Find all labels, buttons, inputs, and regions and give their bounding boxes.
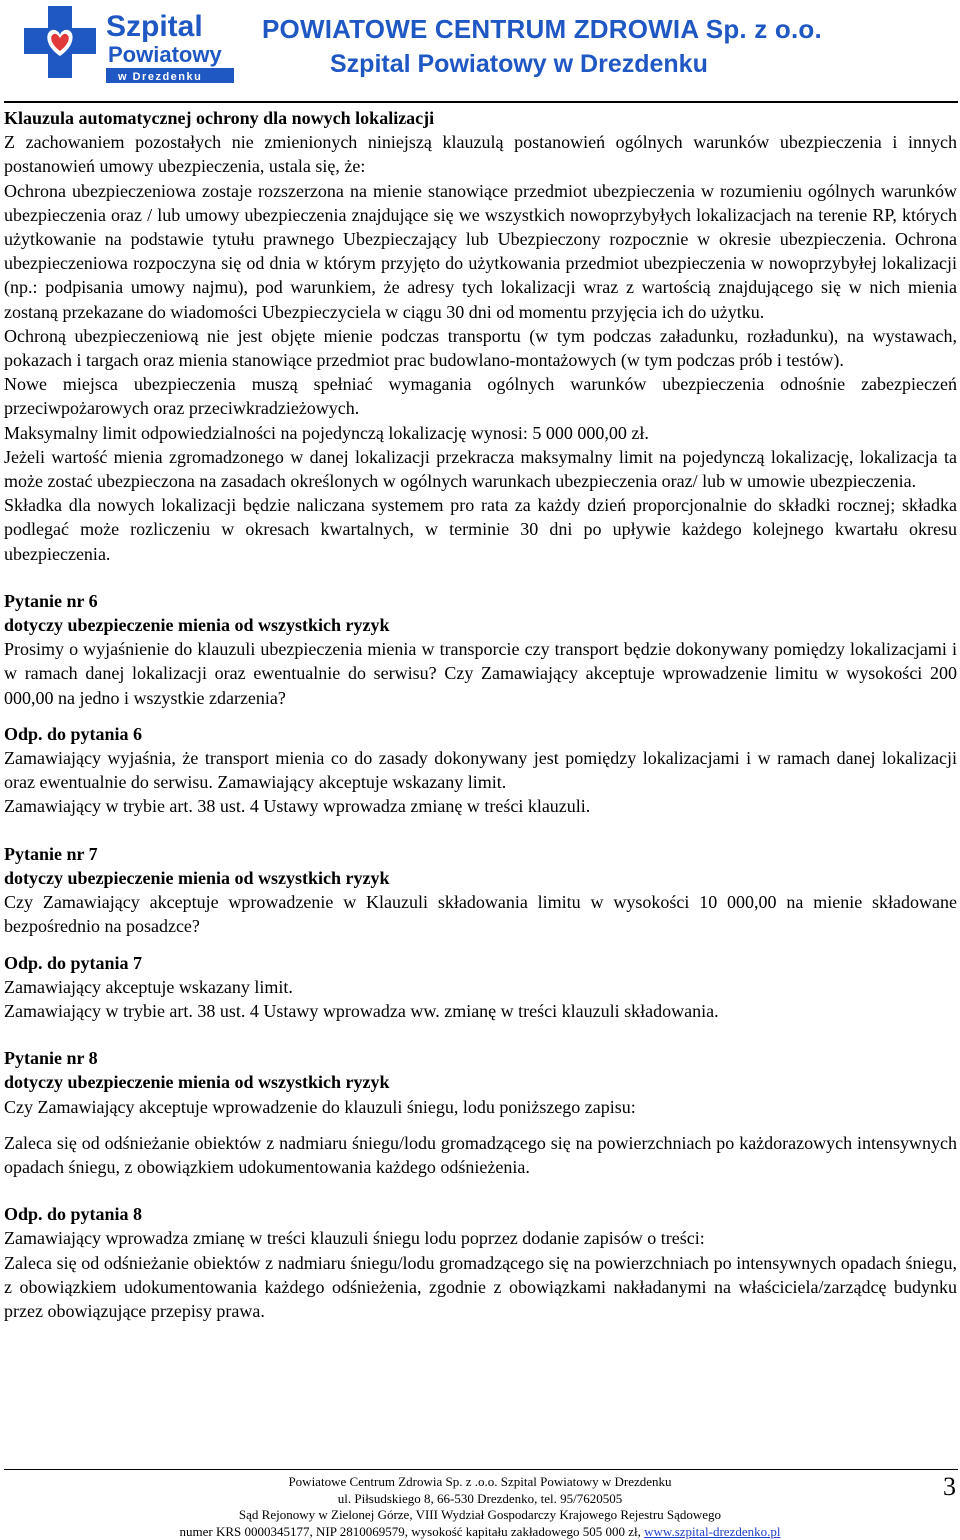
question-text: Prosimy o wyjaśnienie do klauzuli ubezpieczenia mienia w transporcie czy transport będzie dokonywany pomiędzy lokalizacjami i w ramach danej lokalizacji oraz ewentualnie do serwisu? Czy Zamawiający akceptuje wprowadzenie limitu w wysokości 200 000,00 na jedno i wszystkie zdarzenia? <box>4 637 957 710</box>
footer-line: Sąd Rejonowy w Zielonej Górze, VIII Wydział Gospodarczy Krajowego Rejestru Sądowego <box>120 1507 840 1524</box>
page-footer <box>120 1474 840 1540</box>
clause-paragraph: Maksymalny limit odpowiedzialności na pojedynczą lokalizację wynosi: 5 000 000,00 zł. <box>4 421 957 445</box>
footer-registry-text: numer KRS 0000345177, NIP 2810069579, wysokość kapitału zakładowego 505 000 zł, <box>180 1524 645 1539</box>
question-title: Pytanie nr 8 <box>4 1046 957 1070</box>
answer-text: Zamawiający wyjaśnia, że transport mienia co do zasady dokonywany jest pomiędzy lokalizacjami i w ramach danej lokalizacji oraz ewentualnie do serwisu. Zamawiający akceptuje wskazany limit. <box>4 746 957 794</box>
answer-text: Zamawiający w trybie art. 38 ust. 4 Ustawy wprowadza zmianę w treści klauzuli. <box>4 794 957 818</box>
clause-paragraph: Składka dla nowych lokalizacji będzie naliczana systemem pro rata za każdy dzień proporcjonalnie do składki rocznej; składka podlegać może rozliczeniu w okresach kwartalnych, w terminie 30 dni po upływie każdego kolejnego kwartału okresu ubezpieczenia. <box>4 493 957 566</box>
footer-divider <box>4 1469 958 1470</box>
logo-text-3: w Drezdenku <box>117 71 202 83</box>
footer-line <box>120 1524 840 1540</box>
question-title: Pytanie nr 7 <box>4 842 957 866</box>
answer-text: Zamawiający akceptuje wskazany limit. <box>4 975 957 999</box>
answer-text: Zamawiający w trybie art. 38 ust. 4 Ustawy wprowadza ww. zmianę w treści klauzuli składowania. <box>4 999 957 1023</box>
answer-text: Zaleca się od odśnieżanie obiektów z nadmiaru śniegu/lodu gromadzącego się na powierzchniach po intensywnych opadach śniegu, z obowiązkiem udokumentowania każdego odśnieżenia, zgodnie z obowiązkami nakładanymi na właściciela/zarządcę budynku przez obowiązujące przepisy prawa. <box>4 1251 957 1324</box>
website-link[interactable]: www.szpital-drezdenko.pl <box>644 1524 780 1539</box>
question-quote: Zaleca się od odśnieżanie obiektów z nadmiaru śniegu/lodu gromadzącego się na powierzchniach po każdorazowych intensywnych opadach śniegu, z obowiązkiem udokumentowania każdego odśnieżenia. <box>4 1131 957 1179</box>
question-subtitle: dotyczy ubezpieczenie mienia od wszystkich ryzyk <box>4 866 957 890</box>
clause-paragraph: Z zachowaniem pozostałych nie zmienionych niniejszą klauzulą postanowień ogólnych warunków ubezpieczenia i innych postanowień umowy ubezpieczenia, ustala się, że: <box>4 130 957 178</box>
org-subtitle: Szpital Powiatowy w Drezdenku <box>330 50 708 79</box>
footer-line: Powiatowe Centrum Zdrowia Sp. z .o.o. Szpital Powiatowy w Drezdenku <box>120 1474 840 1491</box>
org-name: POWIATOWE CENTRUM ZDROWIA Sp. z o.o. <box>262 14 822 45</box>
document-body <box>4 106 957 1323</box>
logo-text-1: Szpital <box>106 10 203 43</box>
page-number: 3 <box>943 1472 956 1502</box>
clause-title: Klauzula automatycznej ochrony dla nowych lokalizacji <box>4 106 957 130</box>
clause-paragraph: Jeżeli wartość mienia zgromadzonego w danej lokalizacji przekracza maksymalny limit na pojedynczą lokalizację, lokalizacja ta może zostać ubezpieczona na zasadach określonych w ogólnych warunkach ubezpieczenia oraz/ lub w umowie ubezpieczenia. <box>4 445 957 493</box>
answer-title: Odp. do pytania 8 <box>4 1202 957 1226</box>
question-text: Czy Zamawiający akceptuje wprowadzenie w Klauzuli składowania limitu w wysokości 10 000,00 na mienie składowane bezpośrednio na posadzce? <box>4 890 957 938</box>
clause-paragraph: Nowe miejsca ubezpieczenia muszą spełniać wymagania ogólnych warunków ubezpieczenia odnośnie zabezpieczeń przeciwpożarowych oraz przeciwkradzieżowych. <box>4 372 957 420</box>
question-title: Pytanie nr 6 <box>4 589 957 613</box>
page-header <box>0 0 960 100</box>
question-text: Czy Zamawiający akceptuje wprowadzenie do klauzuli śniegu, lodu poniższego zapisu: <box>4 1095 957 1119</box>
clause-paragraph: Ochrona ubezpieczeniowa zostaje rozszerzona na mienie stanowiące przedmiot ubezpieczenia w rozumieniu ogólnych warunków ubezpieczenia oraz / lub umowy ubezpieczenia znajdujące się we wszystkich nowoprzybyłych lokalizacjach na terenie RP, których użytkowanie na podstawie tytułu prawnego Ubezpieczający lub Ubezpieczony rozpocznie w okresie ubezpieczenia. Ochrona ubezpieczeniowa rozpoczyna się od dnia w którym przyjęto do użytkowania przedmiot ubezpieczenia w nowoprzybyłej lokalizacji (np.: podpisania umowy najmu), pod warunkiem, że adresy tych lokalizacji wraz z wartością znajdującego się w nich mienia zostaną przekazane do wiadomości Ubezpieczyciela w ciągu 30 dni od momentu przyjęcia ich do użytku. <box>4 179 957 324</box>
logo-text-2: Powiatowy <box>108 42 222 67</box>
clause-paragraph: Ochroną ubezpieczeniową nie jest objęte mienie podczas transportu (w tym podczas załadunku, rozładunku), na wystawach, pokazach i targach oraz mienia stanowiące przedmiot prac budowlano-montażowych (w tym podczas prób i testów). <box>4 324 957 372</box>
answer-title: Odp. do pytania 6 <box>4 722 957 746</box>
question-subtitle: dotyczy ubezpieczenie mienia od wszystkich ryzyk <box>4 1070 957 1094</box>
answer-text: Zamawiający wprowadza zmianę w treści klauzuli śniegu lodu poprzez dodanie zapisów o treści: <box>4 1226 957 1250</box>
answer-title: Odp. do pytania 7 <box>4 951 957 975</box>
hospital-logo <box>22 4 237 86</box>
header-divider <box>4 101 958 103</box>
question-subtitle: dotyczy ubezpieczenie mienia od wszystkich ryzyk <box>4 613 957 637</box>
footer-line: ul. Piłsudskiego 8, 66-530 Drezdenko, tel. 95/7620505 <box>120 1491 840 1508</box>
